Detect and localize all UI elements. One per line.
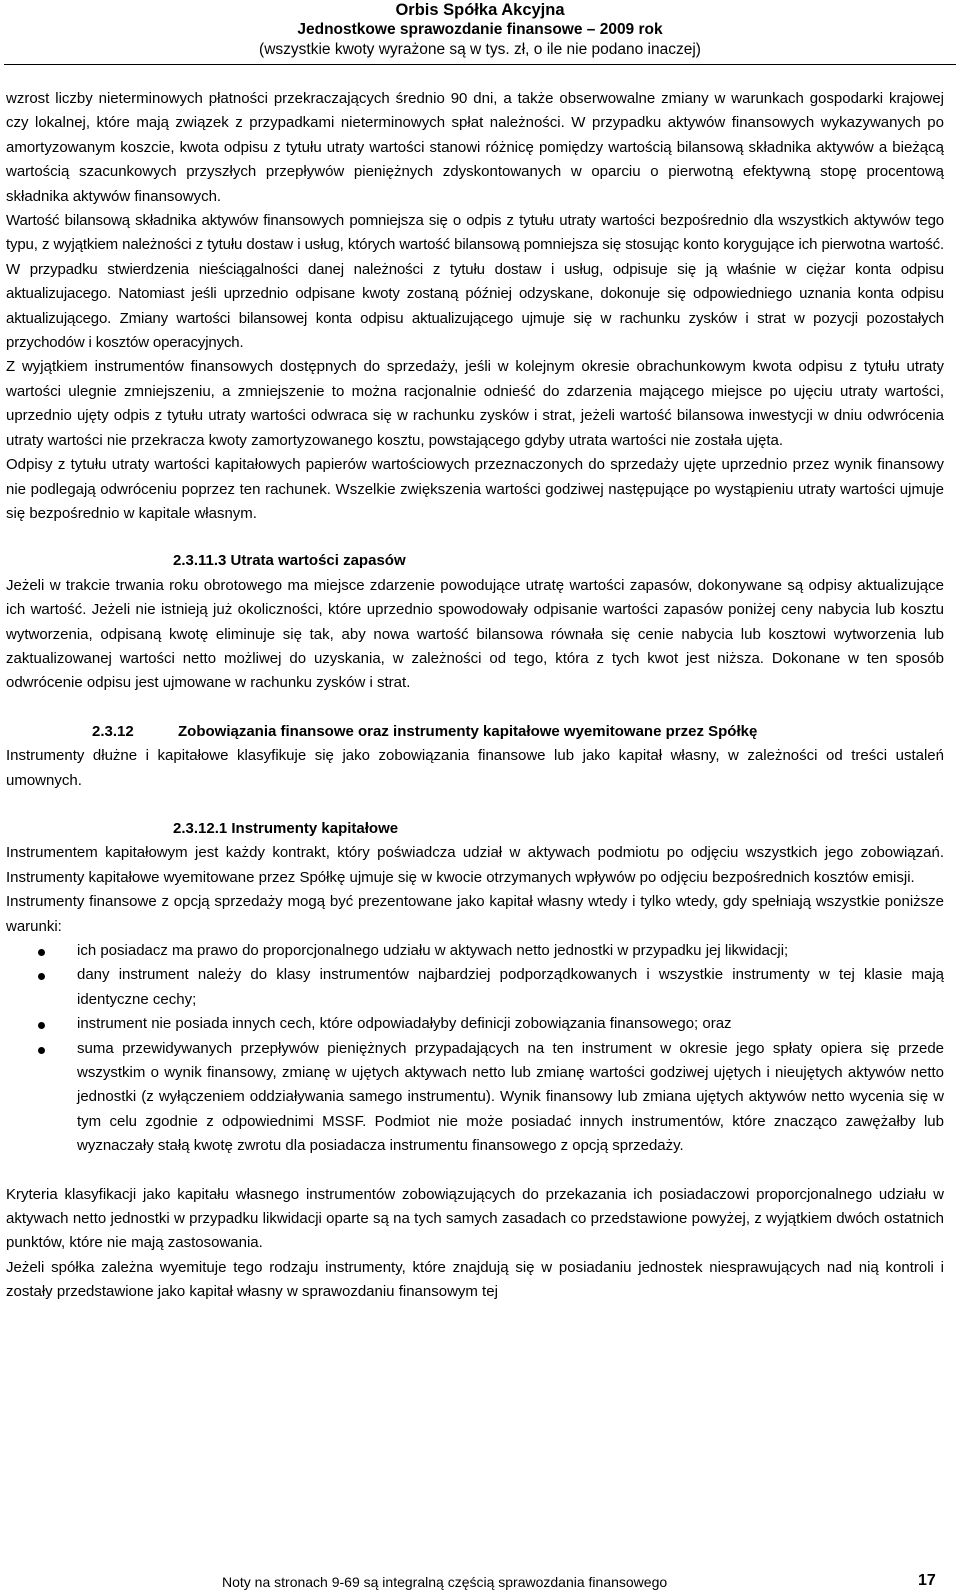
paragraph: Instrumenty finansowe z opcją sprzedaży mogą być prezentowane jako kapitał własny wtedy i tylko wtedy, gdy spełniają wszystkie poniższe warunki: (6, 893, 944, 935)
section-title: Zobowiązania finansowe oraz instrumenty kapitałowe wyemitowane przez Spółkę (178, 722, 758, 740)
report-title: Jednostkowe sprawozdanie finansowe – 2009 rok (297, 21, 663, 38)
list-item: suma przewidywanych przepływów pieniężnych przypadających na ten instrument w okresie jego spłaty opiera się przede wszystkim o wynik finansowy, zmianę w ujętych aktywach netto lub zmianę wartości godziwej ujętych i nieujętych aktywów netto jednostki (z wyłączeniem oddziaływania samego instrumentu). Wynik finansowy lub zmiana ujętych aktywów netto wycenia się w tym celu zgodnie z odpowiednimi MSSF. Podmiot nie może posiadać innych instrumentów, które znacząco zawężałby lub wyznaczały stałą kwotę zwrotu dla posiadacza instrumentu finansowego z opcją sprzedaży. (6, 1037, 944, 1159)
paragraph: Jeżeli w trakcie trwania roku obrotowego ma miejsce zdarzenie powodujące utratę wartości zapasów, dokonywane są odpisy aktualizujące ich wartość. Jeżeli nie istnieją już okoliczności, które uprzednio spowodowały odpisanie wartości zapasów poniżej ceny nabycia lub kosztu wytworzenia, odpisaną kwotę eliminuje się tak, aby nowa wartość bilansowa równała się cenie nabycia lub kosztowi wytworzenia lub zaktualizowanej wartości netto możliwej do uzyskania, w zależności od tego, która z tych kwot jest niższa. Dokonane w ten sposób odwrócenie odpisu jest ujmowane w rachunku zysków i strat. (6, 576, 944, 692)
company-name: Orbis Spółka Akcyjna (395, 1, 565, 19)
bullet-icon (38, 949, 45, 956)
page-header (0, 0, 960, 60)
bullet-icon (38, 1022, 45, 1029)
list-item: instrument nie posiada innych cech, które odpowiadałyby definicji zobowiązania finansowego; oraz (6, 1012, 944, 1036)
bullet-icon (38, 973, 45, 980)
paragraph: Instrumenty dłużne i kapitałowe klasyfikuje się jako zobowiązania finansowe lub jako kapitał własny, w zależności od treści ustaleń umownych. (6, 747, 944, 789)
section-heading-2-3-12-1: 2.3.12.1 Instrumenty kapitałowe (173, 819, 399, 837)
list-item: dany instrument należy do klasy instrumentów najbardziej podporządkowanych i wszystkie instrumenty w tej klasie mają identyczne cechy; (6, 963, 944, 1012)
bullet-icon (38, 1047, 45, 1054)
footer-note: Noty na stronach 9-69 są integralną częścią sprawozdania finansowego (222, 1574, 668, 1590)
page-footer (0, 1570, 960, 1596)
header-divider (4, 64, 956, 65)
conditions-list (6, 939, 944, 1159)
paragraph: Z wyjątkiem instrumentów finansowych dostępnych do sprzedaży, jeśli w kolejnym okresie obrachunkowym kwota odpisu z tytułu utraty wartości ulegnie zmniejszeniu, a zmniejszenie to można racjonalnie odnieść do zdarzenia mającego miejsce po ujęciu utraty wartości, uprzednio ujęty odpis z tytułu utraty wartości odwraca się w rachunku zysków i strat, jeżeli wartość bilansowa inwestycji w dniu odwrócenia utraty wartości nie przekracza kwoty zamortyzowanego kosztu, powstającego gdyby utrata wartości nie została ujęta. (6, 358, 944, 449)
paragraph: wzrost liczby nieterminowych płatności przekraczających średnio 90 dni, a także obserwowalne zmiany w warunkach gospodarki krajowej czy lokalnej, które mają związek z przypadkami nieterminowych spłat należności. W przypadku aktywów finansowych wykazywanych po amortyzowanym koszcie, kwota odpisu z tytułu utraty wartości stanowi różnicę pomiędzy wartością bilansową składnika aktywów a bieżącą wartością szacunkowych przyszłych przepływów pieniężnych zdyskontowanych w oparciu o pierwotną efektywną stopę procentową składnika aktywów finansowych. (6, 90, 944, 205)
units-note: (wszystkie kwoty wyrażone są w tys. zł, o ile nie podano inaczej) (259, 41, 701, 58)
section-number: 2.3.12 (92, 722, 134, 740)
section-heading-2-3-11-3: 2.3.11.3 Utrata wartości zapasów (173, 552, 406, 570)
section-heading-2-3-12 (6, 720, 944, 744)
page-number: 17 (918, 1572, 936, 1589)
document-body (6, 87, 944, 1305)
paragraph: Wartość bilansową składnika aktywów finansowych pomniejsza się o odpis z tytułu utraty wartości bezpośrednio dla wszystkich aktywów tego typu, z wyjątkiem należności z tytułu dostaw i usług, których wartość bilansową pomniejsza się stosując konto korygujące ich pierwotna wartość. W przypadku stwierdzenia nieściągalności danej należności z tytułu dostaw i usług, odpisuje się ją właśnie w ciężar konta odpisu aktualizujacego. Natomiast jeśli uprzednio odpisane kwoty zostaną później odzyskane, dokonuje się odpowiedniego uznania konta odpisu aktualizującego. Zmiany wartości bilansowej konta odpisu aktualizującego ujmuje się w rachunku zysków i strat w pozycji pozostałych przychodów i kosztów operacyjnych. (6, 212, 944, 352)
paragraph: Instrumentem kapitałowym jest każdy kontrakt, który poświadcza udział w aktywach podmiotu po odjęciu wszystkich jego zobowiązań. Instrumenty kapitałowe wyemitowane przez Spółkę ujmuje się w kwocie otrzymanych wpływów po odjęciu bezpośrednich kosztów emisji. (6, 844, 944, 886)
list-item: ich posiadacz ma prawo do proporcjonalnego udziału w aktywach netto jednostki w przypadku jej likwidacji; (6, 939, 944, 963)
paragraph: Jeżeli spółka zależna wyemituje tego rodzaju instrumenty, które znajdują się w posiadaniu jednostek niesprawujących nad nią kontroli i zostały przedstawione jako kapitał własny w sprawozdaniu finansowym tej (6, 1258, 944, 1301)
paragraph: Kryteria klasyfikacji jako kapitału własnego instrumentów zobowiązujących do przekazania ich posiadaczowi proporcjonalnego udziału w aktywach netto jednostki w przypadku likwidacji oparte są na tych samych zasadach co przedstawione powyżej, z wyjątkiem dwóch ostatnich punktów, które nie mają zastosowania. (6, 1185, 944, 1252)
paragraph: Odpisy z tytułu utraty wartości kapitałowych papierów wartościowych przeznaczonych do sprzedaży ujęte uprzednio przez wynik finansowy nie podlegają odwróceniu poprzez ten rachunek. Wszelkie zwiększenia wartości godziwej następujące po wystąpieniu utraty wartości ujmuje się bezpośrednio w kapitale własnym. (6, 456, 944, 522)
